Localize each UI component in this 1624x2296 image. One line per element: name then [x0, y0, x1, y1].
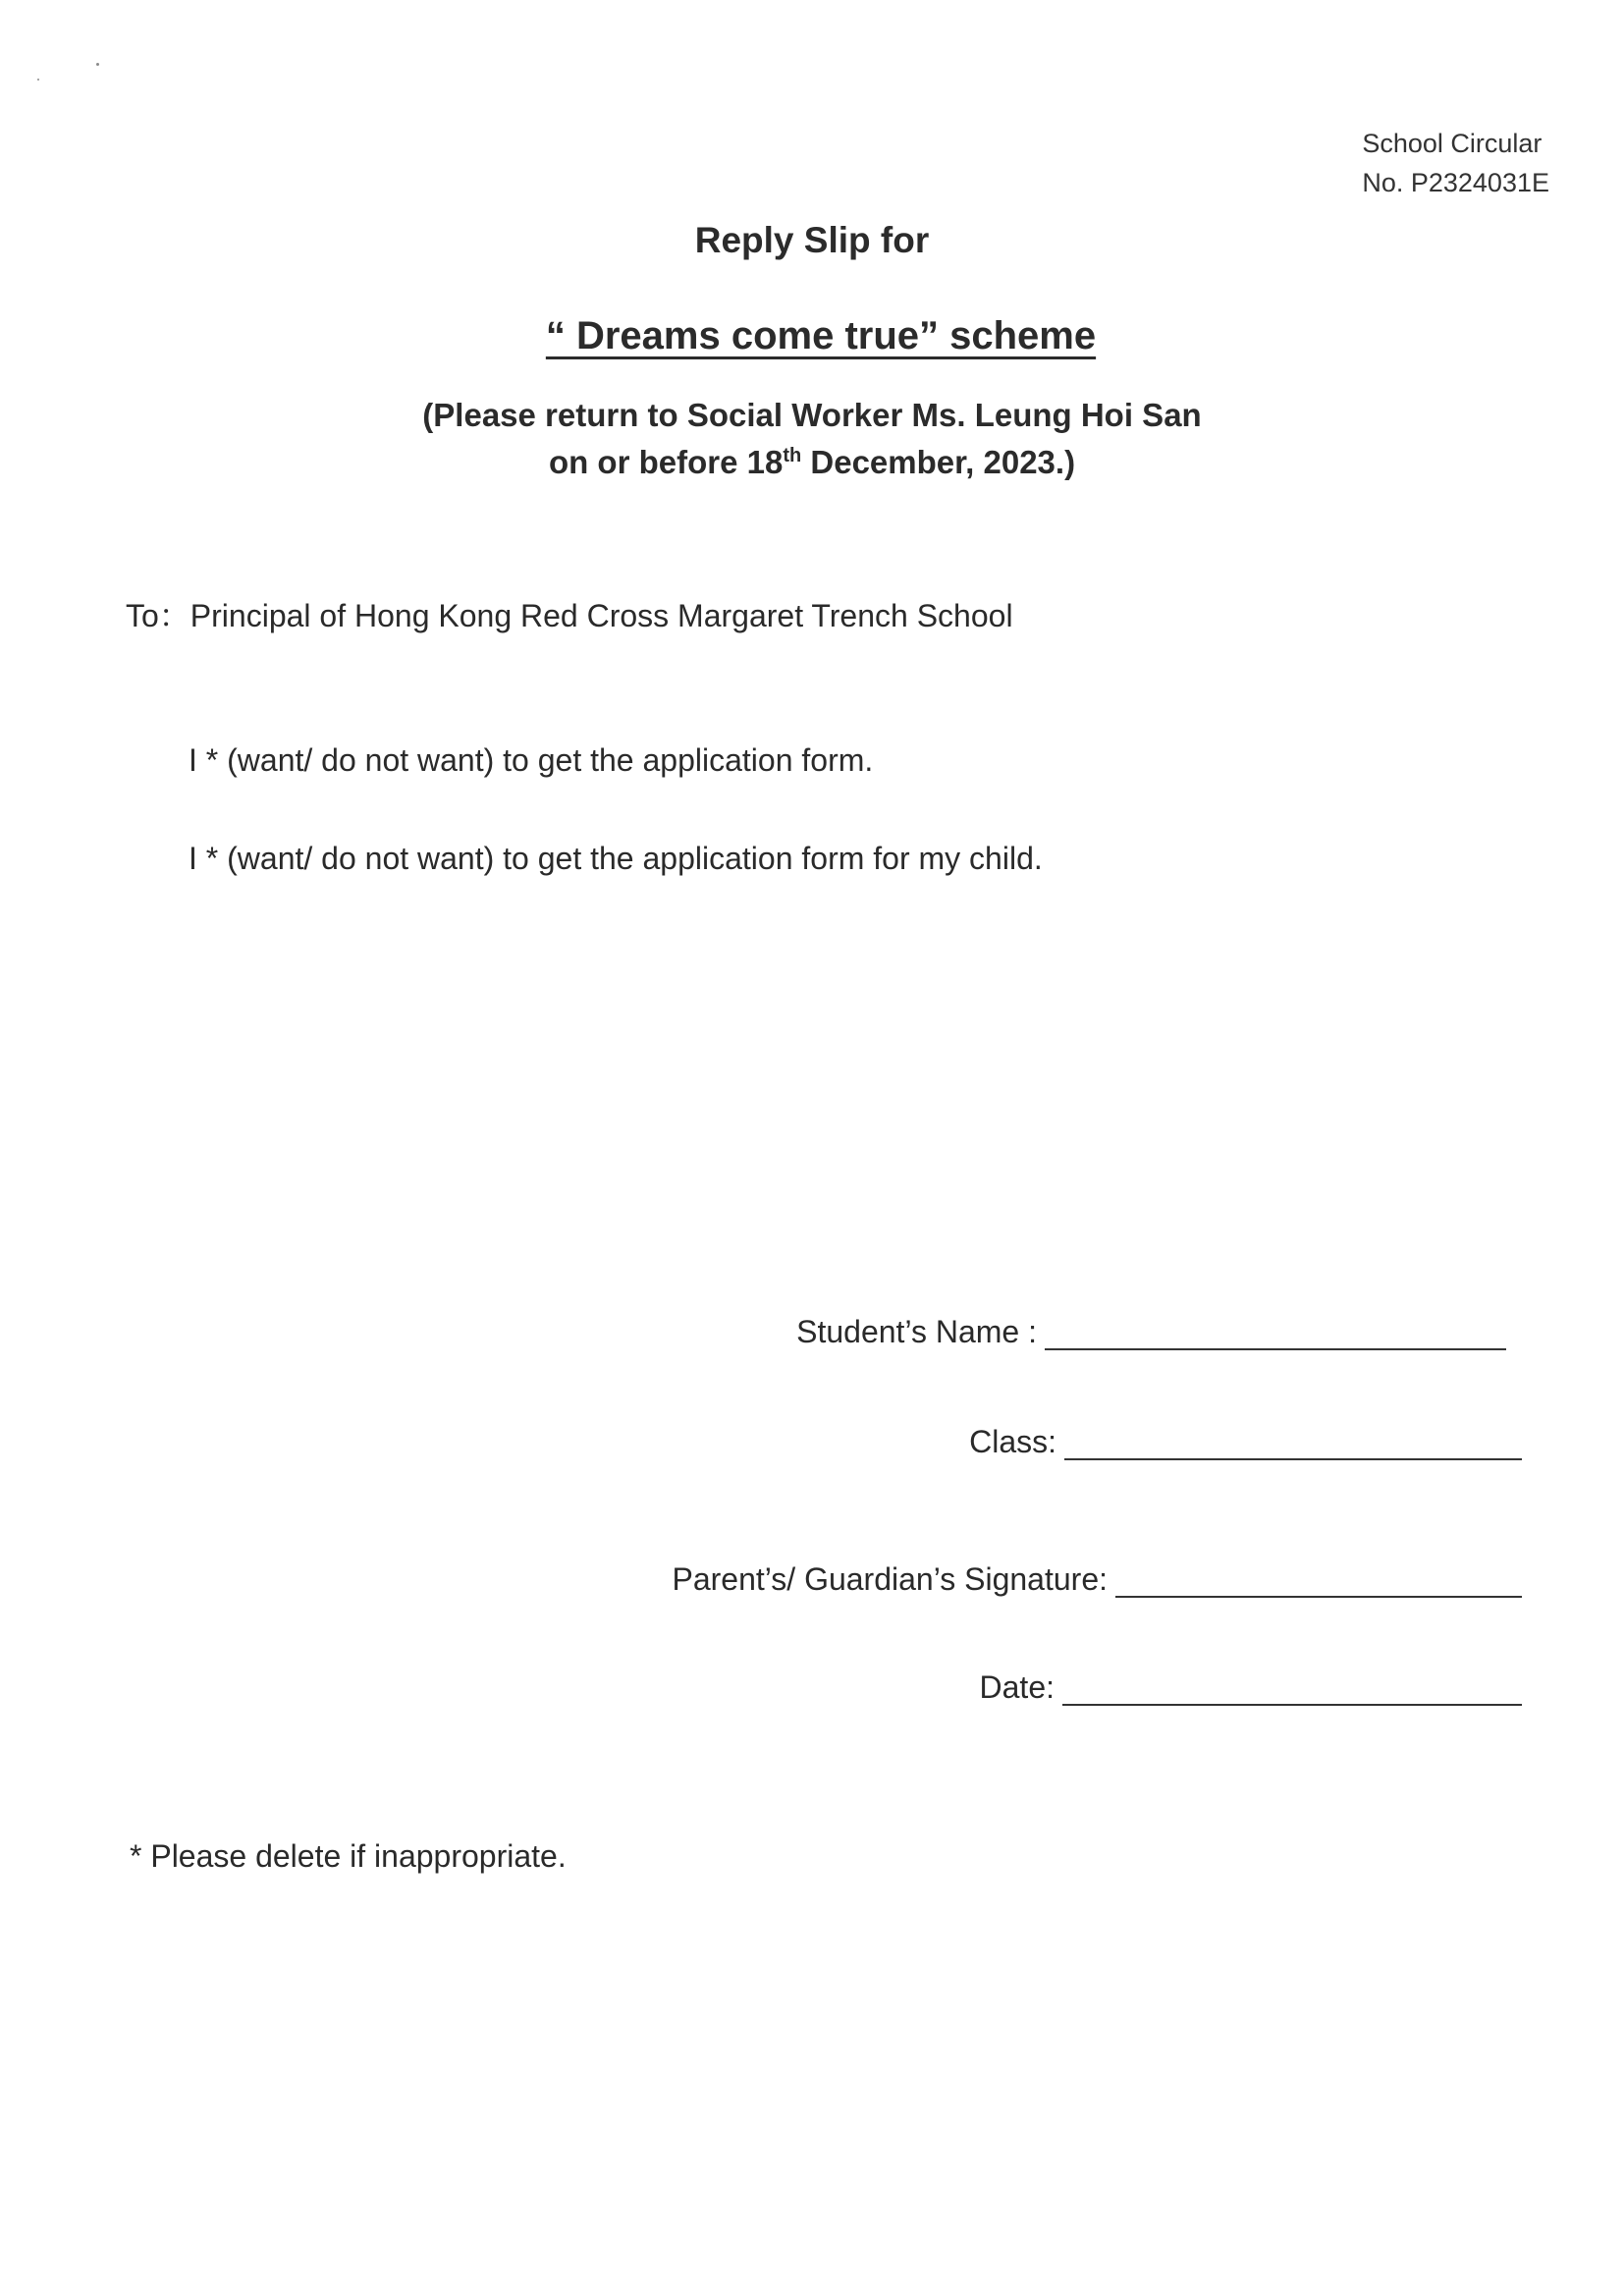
class-label: Class: [969, 1424, 1056, 1459]
deadline-text-before: on or before 18 [548, 444, 784, 480]
signature-blank[interactable] [1115, 1566, 1522, 1598]
footnote: * Please delete if inappropriate. [130, 1838, 567, 1874]
circular-label: School Circular [1362, 129, 1543, 158]
student-name-label: Student’s Name : [796, 1314, 1037, 1349]
deadline-ordinal-suffix: th [783, 445, 802, 466]
return-instruction: (Please return to Social Worker Ms. Leung Hoi San [422, 397, 1202, 433]
scan-speck [37, 79, 39, 81]
student-name-blank[interactable] [1045, 1319, 1506, 1350]
statement-self[interactable]: I * (want/ do not want) to get the application form. [189, 742, 874, 778]
page-title: Reply Slip for [694, 220, 930, 260]
date-blank[interactable] [1062, 1674, 1522, 1706]
recipient-line: To：Principal of Hong Kong Red Cross Margaret Trench School [126, 598, 1013, 633]
return-deadline [0, 444, 1624, 481]
deadline-text-after: December, 2023.) [801, 444, 1076, 480]
circular-number-block [1362, 124, 1549, 202]
circular-number: No. P2324031E [1362, 168, 1549, 197]
scheme-title [0, 314, 1624, 358]
class-field [969, 1424, 1522, 1460]
scheme-title-text: “ Dreams come true” scheme [545, 314, 1097, 357]
signature-field [672, 1561, 1522, 1598]
class-blank[interactable] [1064, 1429, 1522, 1460]
date-label: Date: [979, 1669, 1055, 1705]
date-field [980, 1669, 1522, 1706]
statement-child[interactable]: I * (want/ do not want) to get the application form for my child. [189, 841, 1043, 876]
student-name-field [796, 1314, 1506, 1350]
scan-speck [96, 63, 99, 66]
signature-label: Parent’s/ Guardian’s Signature: [672, 1561, 1108, 1597]
